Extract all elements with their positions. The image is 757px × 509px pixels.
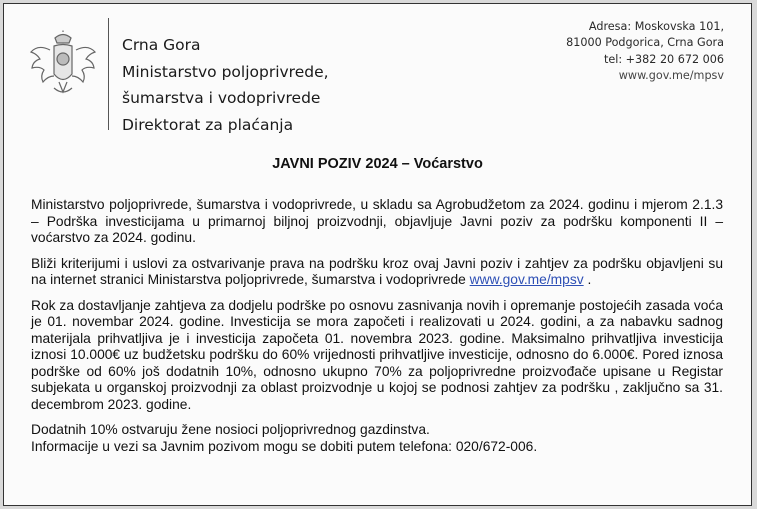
document-body — [31, 197, 723, 455]
header-divider — [108, 18, 109, 130]
address-block — [566, 19, 724, 84]
paragraph-deadline: Rok za dostavljanje zahtjeva za dodjelu podrške po osnovu zasnivanja novih i opremanje postojećih zasada voća je 01. novembar 2024. godine. Investicija se mora započeti i realizovati u 2024. godini, a za nabavku sadnog materijala prihvatljiva je i investicija započeta 01. novembra 2023. godine. Maksimalno prihvatljiva investicija iznosi 10.000€ uz budžetsku podršku do 60% vrijednosti prihvatljive investicije, odnosno do 6.000€. Pored iznosa podrške od 60% još dodatnih 10%, odnosno ukupno 70% za poljoprivredne proizvođače upisane u Registar subjekata u organskoj proizvodnji za oblast proizvodnje u kojoj se podnosi zahtjev za podršku , zaključno sa 31. decembrom 2023. godine. — [31, 297, 723, 412]
coat-of-arms-icon — [28, 30, 98, 100]
paragraph-criteria — [31, 256, 723, 289]
paragraph-contact: Informacije u vezi sa Javnim pozivom mogu se dobiti putem telefona: 020/672-006. — [31, 438, 538, 454]
address-phone: tel: +382 20 672 006 — [603, 52, 724, 66]
ministry-name-line2: šumarstva i vodoprivrede — [122, 89, 321, 107]
paragraph-intro: Ministarstvo poljoprivrede, šumarstva i vodoprivrede, u skladu sa Agrobudžetom za 2024. godinu i mjerom 2.1.3 – Podrška investicijama u primarnoj biljnoj proizvodnji, objavljuje Javni poziv za podršku komponenti II – voćarstvo za 2024. godinu. — [31, 197, 723, 245]
address-street: Adresa: Moskovska 101, — [588, 20, 724, 33]
paragraph-women-bonus: Dodatnih 10% ostvaruju žene nosioci poljoprivrednog gazdinstva. — [31, 422, 430, 437]
ministry-block — [122, 32, 329, 138]
address-web: www.gov.me/mpsv — [618, 68, 724, 82]
criteria-text: Bliži kriterijumi i uslovi za ostvarivanje prava na podršku kroz ovaj Javni poziv i zahtjev za podršku objavljeni su na internet stranici Ministarstva poljoprivrede, šumarstva i vodoprivrede — [31, 255, 723, 287]
country-name: Crna Gora — [122, 36, 201, 54]
ministry-name-line1: Ministarstvo poljoprivrede, — [122, 62, 329, 81]
document-title: JAVNI POZIV 2024 – Voćarstvo — [272, 156, 483, 172]
criteria-end: . — [583, 272, 592, 287]
public-notice-document — [3, 3, 752, 506]
address-city: 81000 Podgorica, Crna Gora — [566, 36, 724, 50]
directorate-name: Direktorat za plaćanja — [122, 115, 294, 134]
ministry-website-link[interactable]: www.gov.me/mpsv — [469, 272, 584, 287]
